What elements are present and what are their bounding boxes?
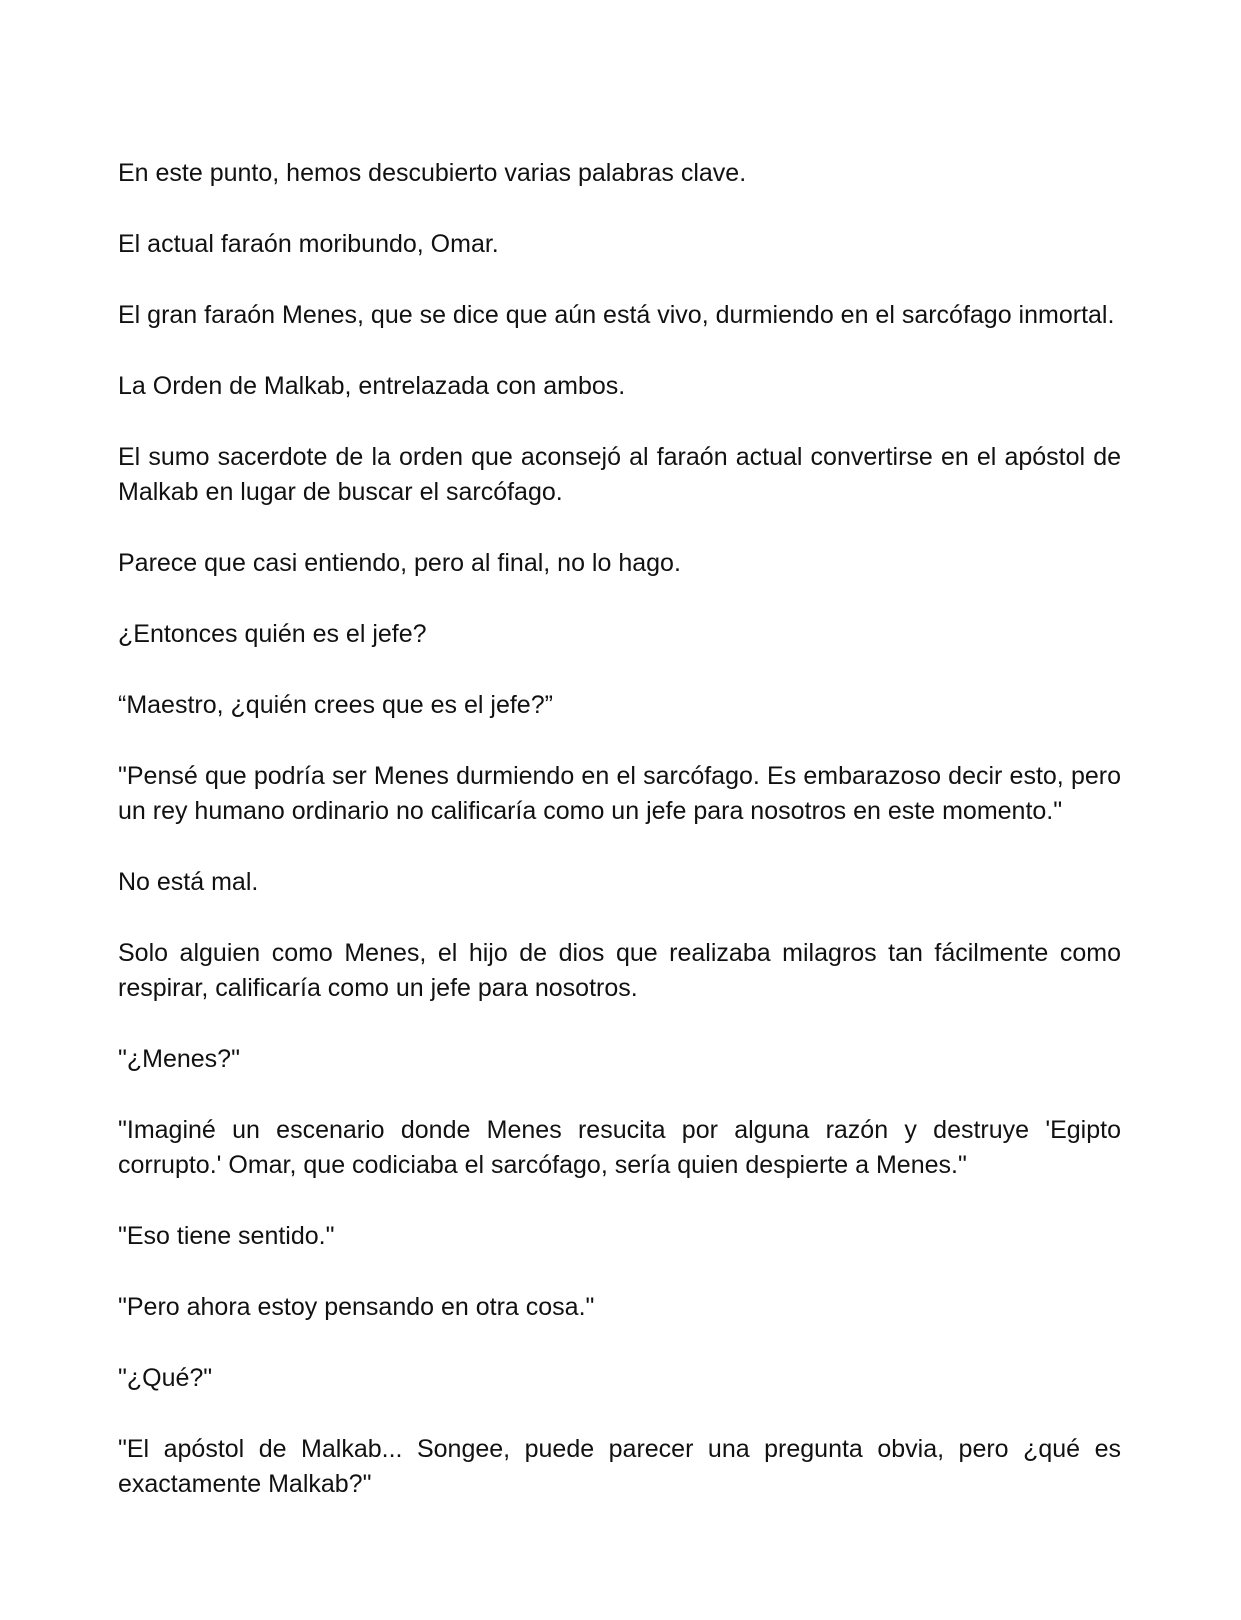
paragraph: "¿Qué?" xyxy=(118,1364,213,1392)
paragraph: "Pero ahora estoy pensando en otra cosa." xyxy=(118,1293,595,1321)
paragraph: La Orden de Malkab, entrelazada con ambos. xyxy=(118,372,626,400)
paragraph: En este punto, hemos descubierto varias palabras clave. xyxy=(118,159,747,187)
paragraph: “Maestro, ¿quién crees que es el jefe?” xyxy=(118,691,553,719)
paragraph: No está mal. xyxy=(118,868,259,896)
paragraph: El sumo sacerdote de la orden que aconsejó al faraón actual convertirse en el apóstol de Malkab en lugar de buscar el sarcófago. xyxy=(118,443,1121,506)
paragraph: "Pensé que podría ser Menes durmiendo en el sarcófago. Es embarazoso decir esto, pero un rey humano ordinario no calificaría como un jefe para nosotros en este momento." xyxy=(118,762,1121,825)
document-body xyxy=(118,156,1121,1502)
paragraph: ¿Entonces quién es el jefe? xyxy=(118,620,427,648)
paragraph: "Eso tiene sentido." xyxy=(118,1222,335,1250)
paragraph: Solo alguien como Menes, el hijo de dios que realizaba milagros tan fácilmente como respirar, calificaría como un jefe para nosotros. xyxy=(118,939,1121,1002)
paragraph: El actual faraón moribundo, Omar. xyxy=(118,230,499,258)
paragraph: "Imaginé un escenario donde Menes resucita por alguna razón y destruye 'Egipto corrupto.' Omar, que codiciaba el sarcófago, sería quien despierte a Menes." xyxy=(118,1116,1121,1179)
paragraph: "El apóstol de Malkab... Songee, puede parecer una pregunta obvia, pero ¿qué es exactamente Malkab?" xyxy=(118,1435,1121,1498)
paragraph: Parece que casi entiendo, pero al final, no lo hago. xyxy=(118,549,681,577)
paragraph: "¿Menes?" xyxy=(118,1045,240,1073)
paragraph: El gran faraón Menes, que se dice que aún está vivo, durmiendo en el sarcófago inmortal. xyxy=(118,301,1115,329)
